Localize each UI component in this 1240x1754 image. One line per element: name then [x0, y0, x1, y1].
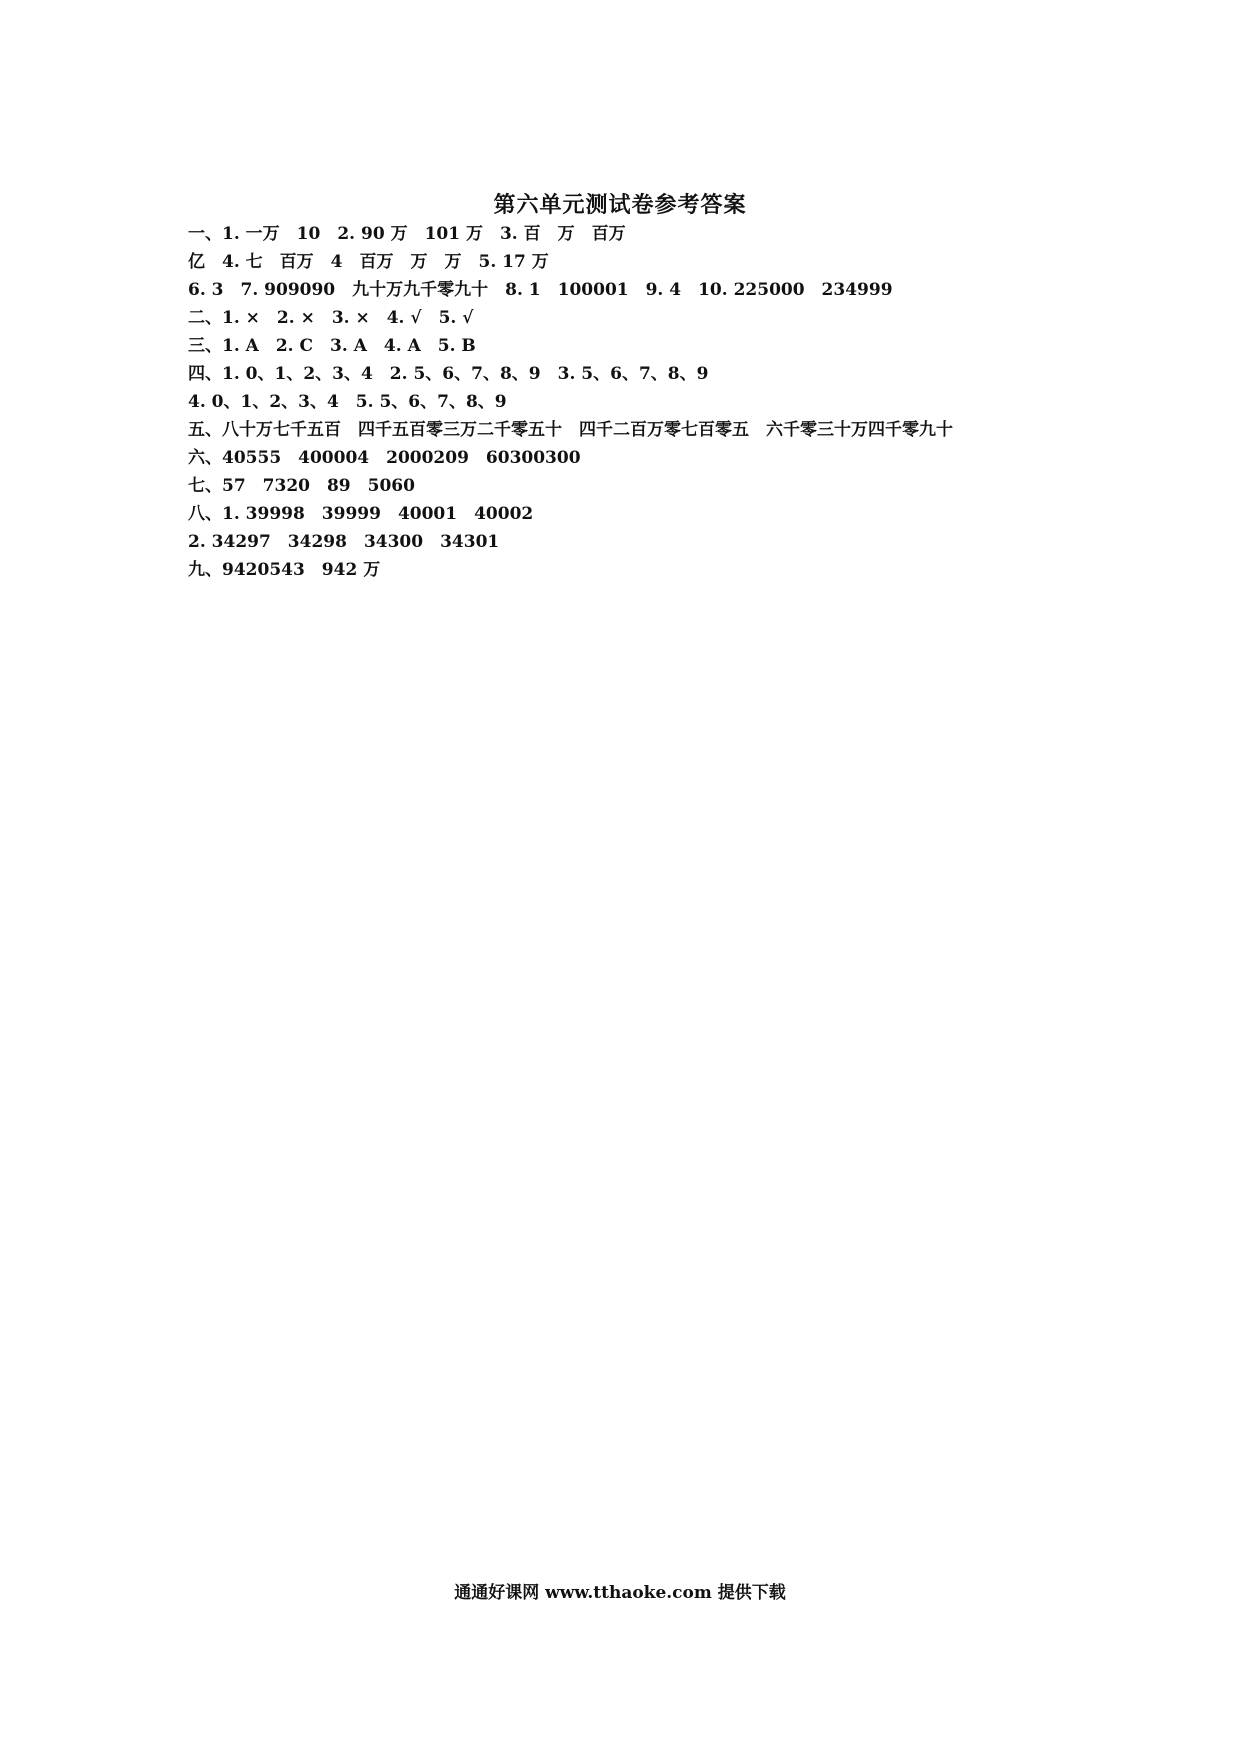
answer-line-9: 六、40555 400004 2000209 60300300	[188, 448, 581, 468]
answer-line-10: 七、57 7320 89 5060	[188, 476, 415, 496]
answer-line-5: 三、1. A 2. C 3. A 4. A 5. B	[188, 336, 476, 356]
answer-line-8: 五、八十万七千五百 四千五百零三万二千零五十 四千二百万零七百零五 六千零三十万四千零九十	[188, 420, 953, 440]
page-footer: 通通好课网 www.tthaoke.com 提供下载	[454, 1583, 786, 1603]
page-title: 第六单元测试卷参考答案	[493, 192, 747, 218]
answer-line-4: 二、1. × 2. × 3. × 4. √ 5. √	[188, 308, 474, 328]
answer-line-1: 一、1. 一万 10 2. 90 万 101 万 3. 百 万 百万	[188, 224, 626, 244]
answer-line-6: 四、1. 0、1、2、3、4 2. 5、6、7、8、9 3. 5、6、7、8、9	[188, 364, 709, 384]
answer-line-11: 八、1. 39998 39999 40001 40002	[188, 504, 534, 524]
answer-line-13: 九、9420543 942 万	[188, 560, 381, 580]
answer-list	[188, 220, 1188, 584]
answer-line-7: 4. 0、1、2、3、4 5. 5、6、7、8、9	[188, 392, 507, 412]
answer-line-12: 2. 34297 34298 34300 34301	[188, 532, 500, 552]
answer-line-3: 6. 3 7. 909090 九十万九千零九十 8. 1 100001 9. 4 10. 225000 234999	[188, 280, 893, 300]
answer-line-2: 亿 4. 七 百万 4 百万 万 万 5. 17 万	[188, 252, 549, 272]
